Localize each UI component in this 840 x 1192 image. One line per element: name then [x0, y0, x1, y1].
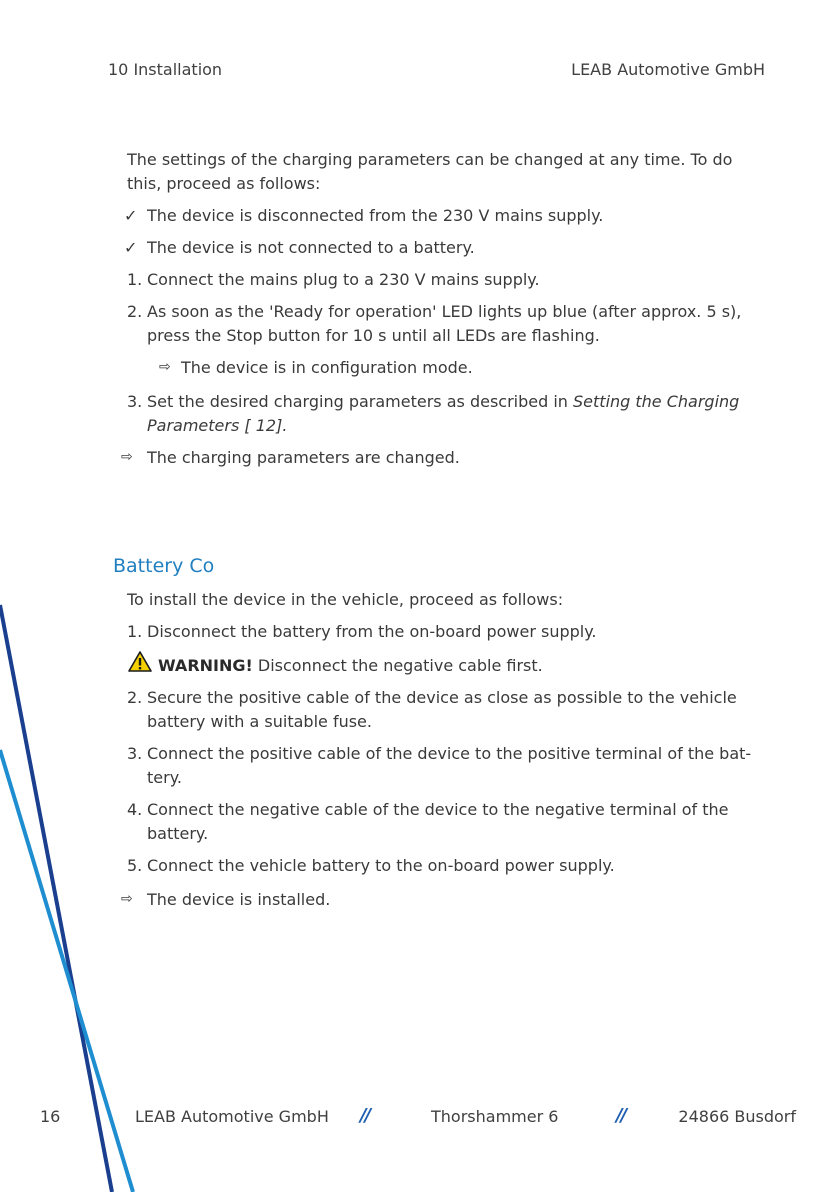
warning-label: WARNING! — [158, 656, 253, 675]
section1-step2-result: The device is in configuration mode. — [181, 358, 473, 377]
step-number: 4. — [127, 800, 143, 819]
section2-step2-line2: battery with a suitable fuse. — [147, 712, 372, 731]
section2-step3-line2: tery. — [147, 768, 182, 787]
step-number: 2. — [127, 302, 143, 321]
step-number: 3. — [127, 392, 143, 411]
page-number: 16 — [40, 1107, 61, 1126]
section2-intro: To install the device in the vehicle, proceed as follows: — [127, 590, 564, 609]
result-arrow-icon: ⇨ — [159, 359, 171, 375]
step-number: 1. — [127, 622, 143, 641]
step-number: 5. — [127, 856, 143, 875]
step-number: 1. — [127, 270, 143, 289]
step-number: 2. — [127, 688, 143, 707]
step-number: 3. — [127, 744, 143, 763]
section1-intro-line2: this, proceed as follows: — [127, 174, 321, 193]
footer-company: LEAB Automotive GmbH — [135, 1107, 329, 1126]
step3-prefix: Set the desired charging parameters as described in — [147, 392, 574, 411]
section2-final-result: The device is installed. — [147, 890, 331, 909]
section2-step1: Disconnect the battery from the on-board power supply. — [147, 622, 597, 641]
section1-step3-line1 — [147, 390, 739, 414]
section1-final-result: The charging parameters are changed. — [147, 448, 460, 467]
result-arrow-icon: ⇨ — [121, 891, 133, 907]
section1-step1: Connect the mains plug to a 230 V mains supply. — [147, 270, 540, 289]
section2-heading: Battery Co — [113, 555, 215, 577]
footer-separator-icon: // — [616, 1105, 626, 1126]
setting-parameters-link[interactable]: Setting the Charging — [573, 392, 740, 411]
header-company: LEAB Automotive GmbH — [571, 60, 765, 79]
section2-step5: Connect the vehicle battery to the on-board power supply. — [147, 856, 615, 875]
setting-parameters-link-line2[interactable]: Parameters [ 12]. — [147, 416, 288, 435]
footer-city: 24866 Busdorf — [678, 1107, 796, 1126]
check-icon: ✓ — [124, 206, 138, 225]
section1-step2-line1: As soon as the 'Ready for operation' LED lights up blue (after approx. 5 s), — [147, 302, 742, 321]
precondition-2: The device is not connected to a battery. — [147, 238, 475, 257]
section1-step2-line2: press the Stop button for 10 s until all LEDs are flashing. — [147, 326, 600, 345]
footer-street: Thorshammer 6 — [431, 1107, 559, 1126]
footer-separator-icon: // — [360, 1105, 370, 1126]
warning-icon — [128, 651, 152, 672]
section2-step4-line2: battery. — [147, 824, 209, 843]
section1-intro-line1: The settings of the charging parameters can be changed at any time. To do — [127, 150, 733, 169]
warning-text: Disconnect the negative cable first. — [252, 656, 543, 675]
section2-step2-line1: Secure the positive cable of the device as close as possible to the vehicle — [147, 688, 737, 707]
precondition-1: The device is disconnected from the 230 V mains supply. — [147, 206, 604, 225]
check-icon: ✓ — [124, 238, 138, 257]
result-arrow-icon: ⇨ — [121, 449, 133, 465]
light-blue-stripe — [0, 750, 133, 1192]
header-chapter: 10 Installation — [108, 60, 223, 79]
warning-message — [158, 654, 543, 678]
dark-blue-stripe — [0, 605, 112, 1192]
section2-step3-line1: Connect the positive cable of the device to the positive terminal of the bat- — [147, 744, 752, 763]
section2-step4-line1: Connect the negative cable of the device to the negative terminal of the — [147, 800, 729, 819]
